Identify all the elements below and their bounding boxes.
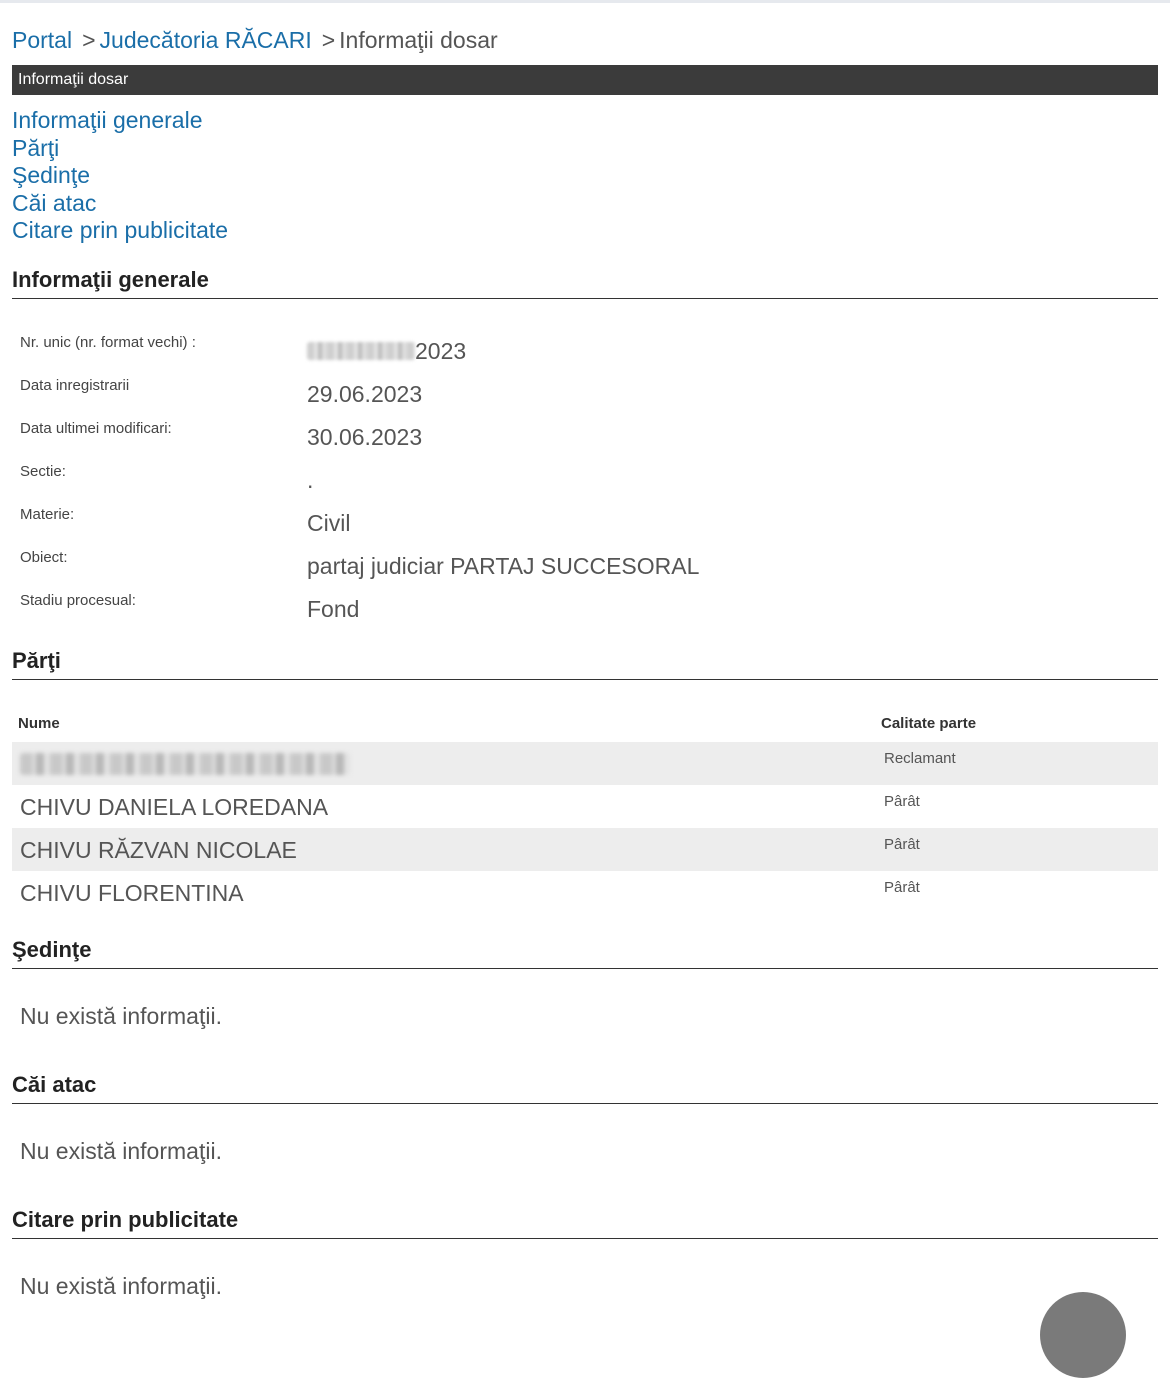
anchor-link-summons[interactable]: Citare prin publicitate	[12, 217, 229, 243]
hearings-heading: Şedinţe	[12, 936, 1158, 969]
info-row-matter	[20, 505, 1158, 545]
party-role: Pârât	[884, 836, 920, 853]
info-value: partaj judiciar PARTAJ SUCCESORAL	[307, 553, 700, 579]
parties-heading: Părţi	[12, 647, 1158, 680]
info-row-last-modified	[20, 419, 1158, 459]
breadcrumb-current: Informaţii dosar	[339, 27, 498, 53]
breadcrumb	[12, 26, 498, 54]
column-header-role: Calitate parte	[881, 715, 977, 732]
parties-table-header	[12, 712, 1158, 738]
appeals-heading: Căi atac	[12, 1071, 1158, 1104]
party-name: CHIVU RĂZVAN NICOLAE	[20, 837, 297, 863]
party-name: CHIVU DANIELA LOREDANA	[20, 794, 329, 820]
party-name-redacted	[20, 750, 350, 778]
info-label: Data ultimei modificari:	[20, 420, 172, 437]
breadcrumb-court-link[interactable]: Judecătoria RĂCARI	[99, 27, 312, 53]
general-info-heading: Informaţii generale	[12, 266, 1158, 299]
info-label: Stadiu procesual:	[20, 592, 136, 609]
redacted-name	[20, 753, 350, 775]
section-anchor-nav	[12, 107, 228, 245]
appeals-empty-message: Nu există informaţii.	[20, 1138, 222, 1164]
info-value: .	[307, 467, 314, 493]
table-row	[12, 871, 1158, 914]
party-name: CHIVU FLORENTINA	[20, 880, 244, 906]
info-label: Materie:	[20, 506, 75, 523]
hearings-empty-message: Nu există informaţii.	[20, 1003, 222, 1029]
info-value: 29.06.2023	[307, 381, 423, 407]
summons-empty-message: Nu există informaţii.	[20, 1273, 222, 1299]
info-label: Nr. unic (nr. format vechi) :	[20, 334, 196, 351]
summons-heading: Citare prin publicitate	[12, 1206, 1158, 1239]
breadcrumb-separator: >	[82, 27, 96, 53]
info-label: Data inregistrarii	[20, 377, 130, 394]
anchor-link-hearings[interactable]: Şedinţe	[12, 162, 91, 188]
info-value-case-number	[307, 337, 466, 365]
info-row-stage	[20, 591, 1158, 631]
info-row-object	[20, 548, 1158, 588]
info-label: Obiect:	[20, 549, 68, 566]
breadcrumb-separator: >	[321, 27, 336, 53]
breadcrumb-portal-link[interactable]: Portal	[12, 27, 73, 53]
scroll-to-top-button[interactable]	[1040, 1292, 1126, 1378]
column-header-name: Nume	[18, 715, 60, 732]
info-row-case-number	[20, 333, 1158, 373]
party-role: Pârât	[884, 879, 920, 896]
table-row	[12, 742, 1158, 785]
table-row	[12, 828, 1158, 871]
redacted-case-number	[307, 342, 415, 360]
anchor-link-general-info[interactable]: Informaţii generale	[12, 107, 203, 133]
info-label: Sectie:	[20, 463, 66, 480]
party-role: Reclamant	[884, 750, 956, 767]
party-role: Pârât	[884, 793, 920, 810]
info-row-registration-date	[20, 376, 1158, 416]
table-row	[12, 785, 1158, 828]
anchor-link-parties[interactable]: Părţi	[12, 134, 60, 161]
info-value: Fond	[307, 596, 360, 622]
info-value: Civil	[307, 510, 351, 536]
info-value: 30.06.2023	[307, 424, 423, 450]
top-rule	[0, 0, 1170, 3]
page-title-bar: Informaţii dosar	[12, 65, 1158, 95]
anchor-link-appeals[interactable]: Căi atac	[12, 189, 97, 216]
info-row-section	[20, 462, 1158, 502]
case-number-year: 2023	[415, 338, 467, 364]
